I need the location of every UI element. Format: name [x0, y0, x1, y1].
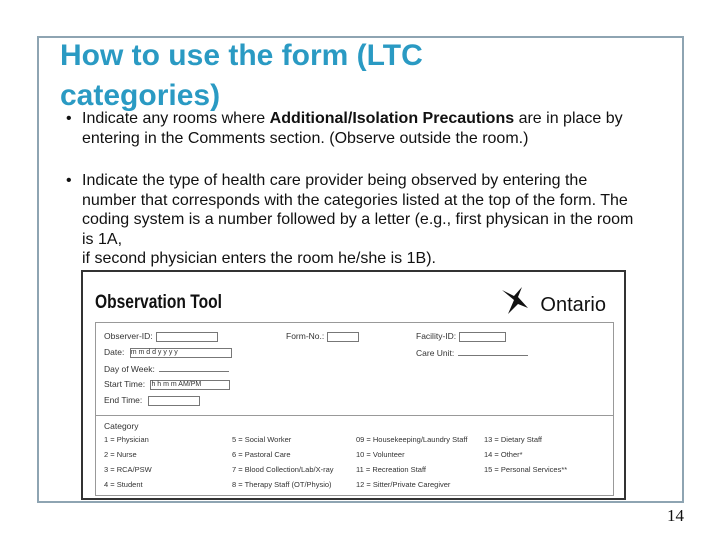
- category-item: 12 = Sitter/Private Caregiver: [356, 480, 451, 489]
- day-of-week-field: [104, 363, 229, 374]
- facility-id-label: Facility-ID:: [416, 331, 457, 341]
- end-time-field: [104, 395, 200, 406]
- end-time-input[interactable]: [148, 396, 200, 406]
- day-of-week-label: Day of Week:: [104, 364, 155, 374]
- category-item: 3 = RCA/PSW: [104, 465, 152, 474]
- category-item: 13 = Dietary Staff: [484, 435, 543, 444]
- care-unit-input[interactable]: [458, 347, 528, 356]
- end-time-label: End Time:: [104, 395, 143, 405]
- bullet-provider-type: [60, 171, 640, 267]
- form-fields-panel: [95, 322, 614, 496]
- category-item: 7 = Blood Collection/Lab/X-ray: [232, 465, 334, 474]
- observer-id-field: [104, 331, 218, 342]
- form-no-input[interactable]: [327, 332, 359, 342]
- date-input[interactable]: m m d d y y y y: [130, 348, 232, 358]
- start-time-input[interactable]: h h m m AM/PM: [150, 380, 230, 390]
- bullet-list: [60, 109, 640, 272]
- observer-id-input[interactable]: [156, 332, 218, 342]
- start-time-field: [104, 379, 230, 390]
- bullet-marker: •: [66, 110, 72, 127]
- category-item: 2 = Nurse: [104, 450, 137, 459]
- ontario-logo-text: Ontario: [540, 294, 606, 316]
- category-heading: Category: [104, 421, 139, 431]
- bullet-text-tail: if second physician enters the room he/she is 1B).: [82, 250, 436, 267]
- date-label: Date:: [104, 347, 125, 357]
- category-item: 6 = Pastoral Care: [232, 450, 291, 459]
- category-item: 4 = Student: [104, 480, 143, 489]
- bullet-bold-text: Additional/Isolation Precautions: [269, 110, 515, 127]
- category-divider: [96, 415, 613, 416]
- form-no-label: Form-No.:: [286, 331, 325, 341]
- page-number: 14: [667, 506, 684, 525]
- care-unit-label: Care Unit:: [416, 348, 455, 358]
- care-unit-field: [416, 347, 528, 358]
- category-item: 09 = Housekeeping/Laundry Staff: [356, 435, 468, 444]
- category-item: 11 = Recreation Staff: [356, 465, 426, 474]
- category-item: 5 = Social Worker: [232, 435, 292, 444]
- facility-id-input[interactable]: [459, 332, 506, 342]
- category-item: 1 = Physician: [104, 435, 149, 444]
- slide-title: How to use the form (LTC categories): [60, 39, 423, 112]
- category-item: 14 = Other*: [484, 450, 523, 459]
- form-title: Observation Tool: [95, 292, 222, 313]
- category-item: 8 = Therapy Staff (OT/Physio): [232, 480, 332, 489]
- bullet-text-end: are in place by entering in the Comments section. (Observe outside the room.): [82, 110, 623, 147]
- facility-id-field: [416, 331, 506, 342]
- category-item: 10 = Volunteer: [356, 450, 405, 459]
- day-of-week-input[interactable]: [159, 363, 229, 372]
- bullet-text: Indicate the type of health care provider being observed by entering the number that corresponds with the categories listed at the top of the form. The coding system is a number followed by a letter (e.g., first physican in the room is 1A,: [82, 172, 634, 248]
- bullet-marker: •: [66, 172, 72, 189]
- start-time-label: Start Time:: [104, 379, 146, 389]
- observer-id-label: Observer-ID:: [104, 331, 153, 341]
- bullet-text-start: Indicate any rooms where: [82, 110, 270, 127]
- date-field: [104, 347, 232, 358]
- form-no-field: [286, 331, 359, 342]
- category-item: 15 = Personal Services**: [484, 465, 568, 474]
- observation-tool-form: [81, 270, 626, 500]
- bullet-isolation: [60, 109, 640, 148]
